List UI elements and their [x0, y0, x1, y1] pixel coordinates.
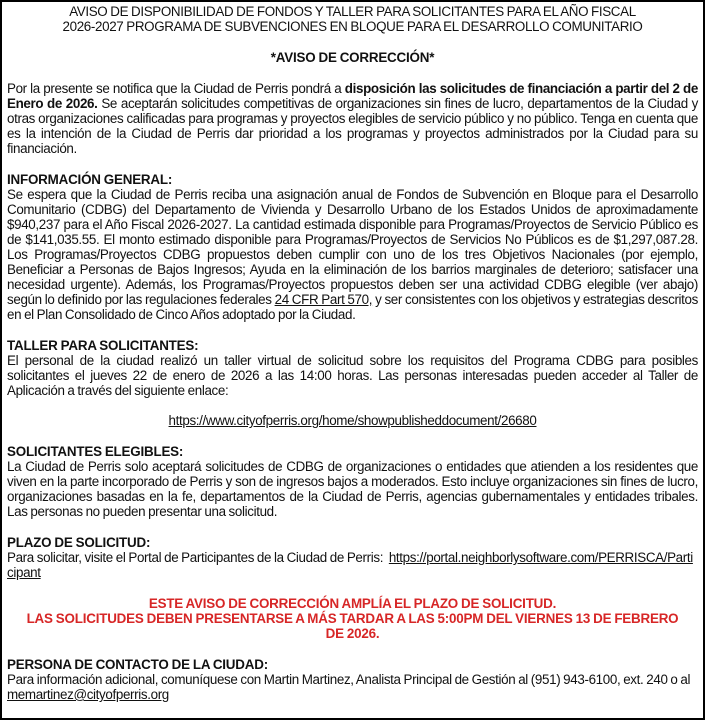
- intro-bold-text: disposición las solicitudes de financiación a partir del 2 de Enero de 2026.: [7, 81, 698, 111]
- extension-notice: [7, 596, 698, 641]
- deadline-text: Para solicitar, visite el Portal de Participantes de la Ciudad de Perris:: [7, 550, 389, 565]
- contact-paragraph: [7, 672, 698, 702]
- title-line-2: 2026-2027 PROGRAMA DE SUBVENCIONES EN BLOQUE PARA EL DESARROLLO COMUNITARIO: [62, 19, 643, 34]
- title-line-1: AVISO DE DISPONIBILIDAD DE FONDOS Y TALLER PARA SOLICITANTES PARA EL AÑO FISCAL: [69, 4, 636, 19]
- intro-text-before: Por la presente se notifica que la Ciudad de Perris pondrá a: [7, 81, 345, 96]
- contact-section: [7, 657, 698, 702]
- correction-heading: *AVISO DE CORRECCIÓN*: [270, 50, 435, 65]
- deadline-heading: PLAZO DE SOLICITUD:: [7, 535, 151, 550]
- deadline-section: [7, 535, 698, 580]
- workshop-heading: TALLER PARA SOLICITANTES:: [7, 338, 199, 353]
- portal-link[interactable]: https://portal.neighborlysoftware.com/PERRISCA/Participant: [7, 550, 693, 580]
- general-text-after: y ser consistentes con los objetivos y estrategias descritos en el Plan Consolidado de Cinco Años adoptado por la Ciudad.: [7, 292, 698, 322]
- eligible-paragraph: La Ciudad de Perris solo aceptará solicitudes de CDBG de organizaciones o entidades que atienden a los residentes que viven en la parte incorporado de Perris y son de ingresos bajos a moderados. Esto incluye organizaciones sin fines de lucro, organizaciones basadas en la fe, departamentos de la Ciudad de Perris, agencias gubernamentales y entidades tribales. Las personas no pueden presentar una solicitud.: [7, 459, 698, 519]
- contact-email-link[interactable]: memartinez@cityofperris.org: [7, 687, 169, 702]
- eligible-section: [7, 444, 698, 519]
- intro-paragraph: [7, 81, 698, 156]
- deadline-paragraph: [7, 550, 697, 580]
- workshop-link[interactable]: https://www.cityofperris.org/home/showpublisheddocument/26680: [168, 413, 537, 428]
- eligible-heading: SOLICITANTES ELEGIBLES:: [7, 444, 184, 459]
- extension-line-2: LAS SOLICITUDES DEBEN PRESENTARSE A MÁS TARDAR A LAS 5:00PM DEL VIERNES 13 DE FEBRERO DE 2026.: [26, 611, 679, 641]
- contact-text: Para información adicional, comuníquese con Martin Martinez, Analista Principal de Gestión al (951) 943-6100, ext. 240 o al: [7, 672, 691, 687]
- general-paragraph: [7, 187, 698, 322]
- workshop-paragraph: El personal de la ciudad realizó un taller virtual de solicitud sobre los requisitos del Programa CDBG para posibles solicitantes el jueves 22 de enero de 2026 a las 14:00 horas. Las personas interesadas pueden acceder al Taller de Aplicación a través del siguiente enlace:: [7, 353, 698, 398]
- general-section: [7, 172, 698, 322]
- document-title: [7, 4, 698, 34]
- general-heading: INFORMACIÓN GENERAL:: [7, 172, 173, 187]
- workshop-section: [7, 338, 698, 428]
- extension-line-1: ESTE AVISO DE CORRECCIÓN AMPLÍA EL PLAZO DE SOLICITUD.: [148, 596, 557, 611]
- intro-text-after: Se aceptarán solicitudes competitivas de organizaciones sin fines de lucro, departamentos de la Ciudad y otras organizaciones calificadas para programas y proyectos elegibles de servicio público y no público. Tenga en cuenta que es la intención de la Ciudad de Perris dar prioridad a los programas y proyectos administrados por la Ciudad para su financiación.: [7, 96, 698, 156]
- contact-heading: PERSONA DE CONTACTO DE LA CIUDAD:: [7, 657, 268, 672]
- general-text-before: Se espera que la Ciudad de Perris reciba una asignación anual de Fondos de Subvención en Bloque para el Desarrollo Comunitario (CDBG) del Departamento de Vivienda y Desarrollo Urbano de los Estados Unidos de aproximadamente $940,237 para el Año Fiscal 2026-2027. La cantidad estimada disponible para Programas/Proyectos de Servicio Público es de $141,035.55. El monto estimado disponible para Programas/Proyectos de Servicios No Públicos es de $1,297,087.28. Los Programas/Proyectos CDBG propuestos deben cumplir con uno de los tres Objetivos Nacionales (por ejemplo, Beneficiar a Personas de Bajos Ingresos; Ayuda en la eliminación de los barrios marginales de deterioro; satisfacer una necesidad urgente). Además, los Programas/Proyectos propuestos deben ser una actividad CDBG elegible (ver abajo) según lo definido por las regulaciones federales: [7, 187, 698, 307]
- cfr-link[interactable]: 24 CFR Part 570,: [274, 292, 373, 307]
